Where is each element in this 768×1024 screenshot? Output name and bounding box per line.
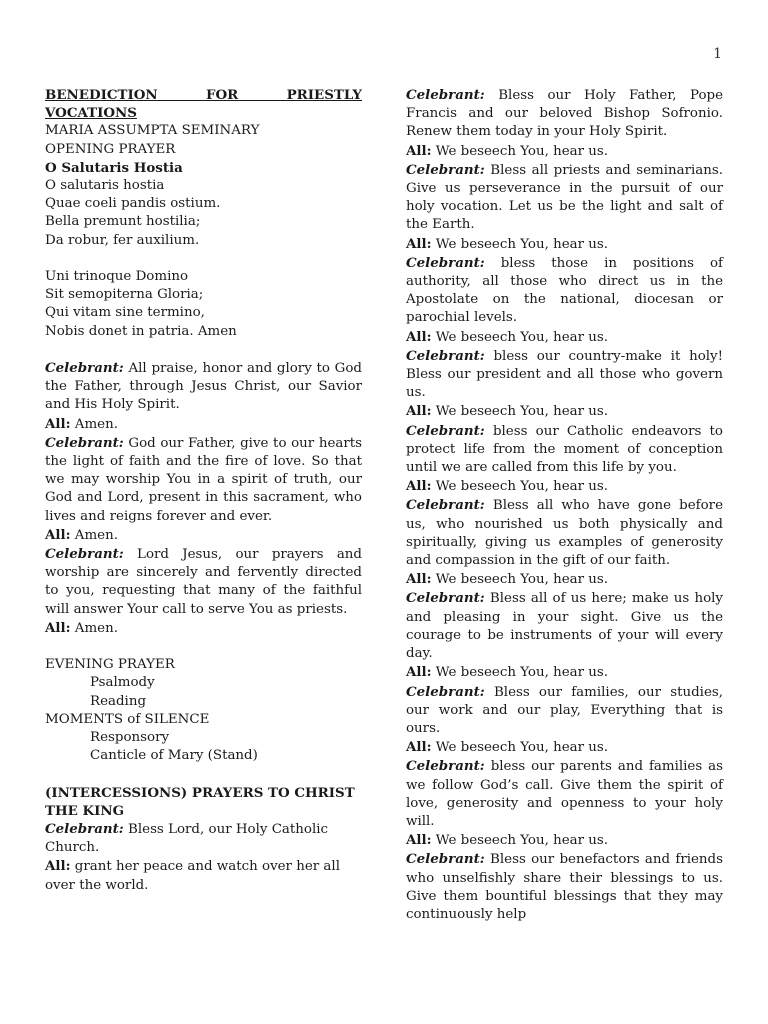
- response-line: [406, 738, 723, 757]
- all-label: All:: [406, 571, 432, 588]
- response-text: Amen.: [74, 416, 118, 432]
- celebrant-line: [406, 850, 723, 924]
- celebrant-text: God our Father, give to our hearts the light of faith and the fire of love. So that we may worship You in a spirit of truth, our God and Lord, present in this sacrament, who lives and reigns forever and ever.: [45, 435, 363, 524]
- celebrant-text: Bless Lord, our Holy Catholic Church.: [45, 822, 329, 856]
- celebrant-line: [45, 545, 362, 619]
- moments-silence-heading: MOMENTS of SILENCE: [45, 711, 210, 727]
- response-text: We beseech You, hear us.: [435, 143, 609, 159]
- hymn-line: Quae coeli pandis ostium.: [45, 196, 221, 212]
- reading-item: Reading: [90, 693, 147, 709]
- opening-prayer-heading: OPENING PRAYER: [45, 141, 176, 157]
- response-line: [406, 663, 723, 682]
- celebrant-line: [406, 161, 723, 235]
- hymn-line: Bella premunt hostilia;: [45, 214, 201, 230]
- response-text: We beseech You, hear us.: [435, 833, 609, 849]
- hymn-line: O salutaris hostia: [45, 178, 165, 194]
- title-line-2: VOCATIONS: [45, 105, 137, 122]
- celebrant-label: Celebrant:: [406, 758, 485, 775]
- response-line: [406, 328, 723, 347]
- celebrant-line: [406, 757, 723, 831]
- celebrant-text: Bless our benefactors and friends who unselfishly share their blessings to us. Give them bountiful blessings that they may continuously help: [406, 852, 723, 922]
- response-text: We beseech You, hear us.: [435, 236, 609, 252]
- all-label: All:: [45, 619, 71, 636]
- response-text: We beseech You, hear us.: [435, 329, 609, 345]
- all-label: All:: [406, 664, 432, 681]
- celebrant-label: Celebrant:: [45, 434, 124, 451]
- canticle-item: Canticle of Mary (Stand): [90, 748, 258, 764]
- left-column: [45, 86, 362, 895]
- right-column: [406, 86, 723, 924]
- all-label: All:: [406, 328, 432, 345]
- response-line: [45, 857, 362, 894]
- celebrant-label: Celebrant:: [406, 590, 485, 607]
- celebrant-label: Celebrant:: [45, 546, 124, 563]
- page-number: 1: [713, 46, 722, 62]
- all-label: All:: [406, 235, 432, 252]
- response-line: [406, 142, 723, 161]
- responsory-item: Responsory: [90, 730, 170, 746]
- celebrant-line: [406, 254, 723, 328]
- intercessions-heading-line-1: (INTERCESSIONS) PRAYERS TO CHRIST: [45, 784, 355, 801]
- response-text: We beseech You, hear us.: [435, 572, 609, 588]
- celebrant-label: Celebrant:: [406, 87, 485, 103]
- response-line: [406, 402, 723, 421]
- celebrant-line: [406, 496, 723, 570]
- response-line: [406, 831, 723, 850]
- hymn-line: Nobis donet in patria. Amen: [45, 323, 237, 339]
- intercessions-heading-line-2: THE KING: [45, 802, 125, 819]
- response-text: grant her peace and watch over her all over the world.: [45, 859, 340, 893]
- hymn-verse: [45, 177, 362, 341]
- response-line: [406, 477, 723, 496]
- hymn-line: Qui vitam sine termino,: [45, 305, 205, 321]
- celebrant-line: [406, 589, 723, 663]
- psalmody-item: Psalmody: [90, 675, 155, 691]
- celebrant-line: [406, 86, 723, 142]
- celebrant-text: All praise, honor and glory to God the Father, through Jesus Christ, our Savior and His Holy Spirit.: [45, 361, 362, 413]
- all-label: All:: [45, 526, 71, 543]
- celebrant-label: Celebrant:: [406, 254, 485, 271]
- celebrant-text: Bless our families, our studies, our work and our play, Everything that is ours.: [406, 684, 723, 736]
- all-label: All:: [406, 832, 432, 849]
- celebrant-label: Celebrant:: [406, 422, 485, 439]
- celebrant-line: [406, 683, 723, 739]
- all-label: All:: [45, 415, 71, 432]
- celebrant-label: Celebrant:: [406, 851, 485, 868]
- response-line: [45, 619, 362, 638]
- celebrant-label: Celebrant:: [406, 683, 485, 700]
- all-label: All:: [45, 858, 71, 875]
- celebrant-line: [406, 422, 723, 478]
- hymn-line: Uni trinoque Domino: [45, 269, 189, 285]
- response-text: We beseech You, hear us.: [435, 740, 609, 756]
- seminary-name: MARIA ASSUMPTA SEMINARY: [45, 123, 260, 139]
- celebrant-text: bless our country-make it holy! Bless our president and all those who govern us.: [406, 348, 723, 401]
- celebrant-line: [45, 820, 362, 857]
- celebrant-text: Bless our Holy Father, Pope Francis and our beloved Bishop Sofronio. Renew them today in your Holy Spirit.: [406, 88, 724, 140]
- celebrant-line: [45, 359, 362, 415]
- response-line: [45, 526, 362, 545]
- response-line: [406, 570, 723, 589]
- response-text: Amen.: [74, 620, 118, 636]
- celebrant-text: Bless all who have gone before us, who nourished us both physically and spiritually, giving us examples of generosity and compassion in the gift of our faith.: [406, 498, 723, 569]
- all-label: All:: [406, 403, 432, 420]
- celebrant-text: bless our Catholic endeavors to protect life from the moment of conception until we are called from this life by you.: [406, 423, 723, 476]
- celebrant-text: bless those in positions of authority, all those who direct us in the Apostolate on the national, diocesan or parochial levels.: [406, 255, 723, 326]
- celebrant-line: [45, 434, 362, 526]
- hymn-title: O Salutaris Hostia: [45, 159, 183, 176]
- response-text: We beseech You, hear us.: [435, 479, 609, 495]
- all-label: All:: [406, 142, 432, 159]
- response-line: [406, 235, 723, 254]
- celebrant-label: Celebrant:: [45, 821, 124, 838]
- all-label: All:: [406, 739, 432, 756]
- hymn-line: Da robur, fer auxilium.: [45, 232, 200, 248]
- hymn-line: Sit semopiterna Gloria;: [45, 287, 204, 303]
- response-text: Amen.: [74, 527, 118, 543]
- celebrant-label: Celebrant:: [406, 161, 485, 178]
- celebrant-line: [406, 347, 723, 403]
- evening-prayer-heading: EVENING PRAYER: [45, 657, 175, 673]
- celebrant-text: Bless all priests and seminarians. Give us perseverance in the pursuit of our holy vocation. Let us be the light and salt of the Earth.: [406, 162, 723, 233]
- celebrant-text: Lord Jesus, our prayers and worship are sincerely and fervently directed to you, requesting that many of the faithful will answer Your call to serve You as priests.: [45, 547, 363, 617]
- title-line-1: BENEDICTION FOR PRIESTLY: [45, 87, 362, 103]
- celebrant-label: Celebrant:: [45, 360, 124, 377]
- response-text: We beseech You, hear us.: [435, 665, 609, 681]
- celebrant-text: Bless all of us here; make us holy and pleasing in your sight. Give us the courage to be instruments of your will every day.: [406, 591, 723, 662]
- celebrant-label: Celebrant:: [406, 347, 485, 364]
- response-text: We beseech You, hear us.: [435, 404, 609, 420]
- all-label: All:: [406, 478, 432, 495]
- celebrant-label: Celebrant:: [406, 497, 485, 514]
- response-line: [45, 415, 362, 434]
- celebrant-text: bless our parents and families as we follow God’s call. Give them the spirit of love, generosity and openness to your holy will.: [406, 759, 724, 829]
